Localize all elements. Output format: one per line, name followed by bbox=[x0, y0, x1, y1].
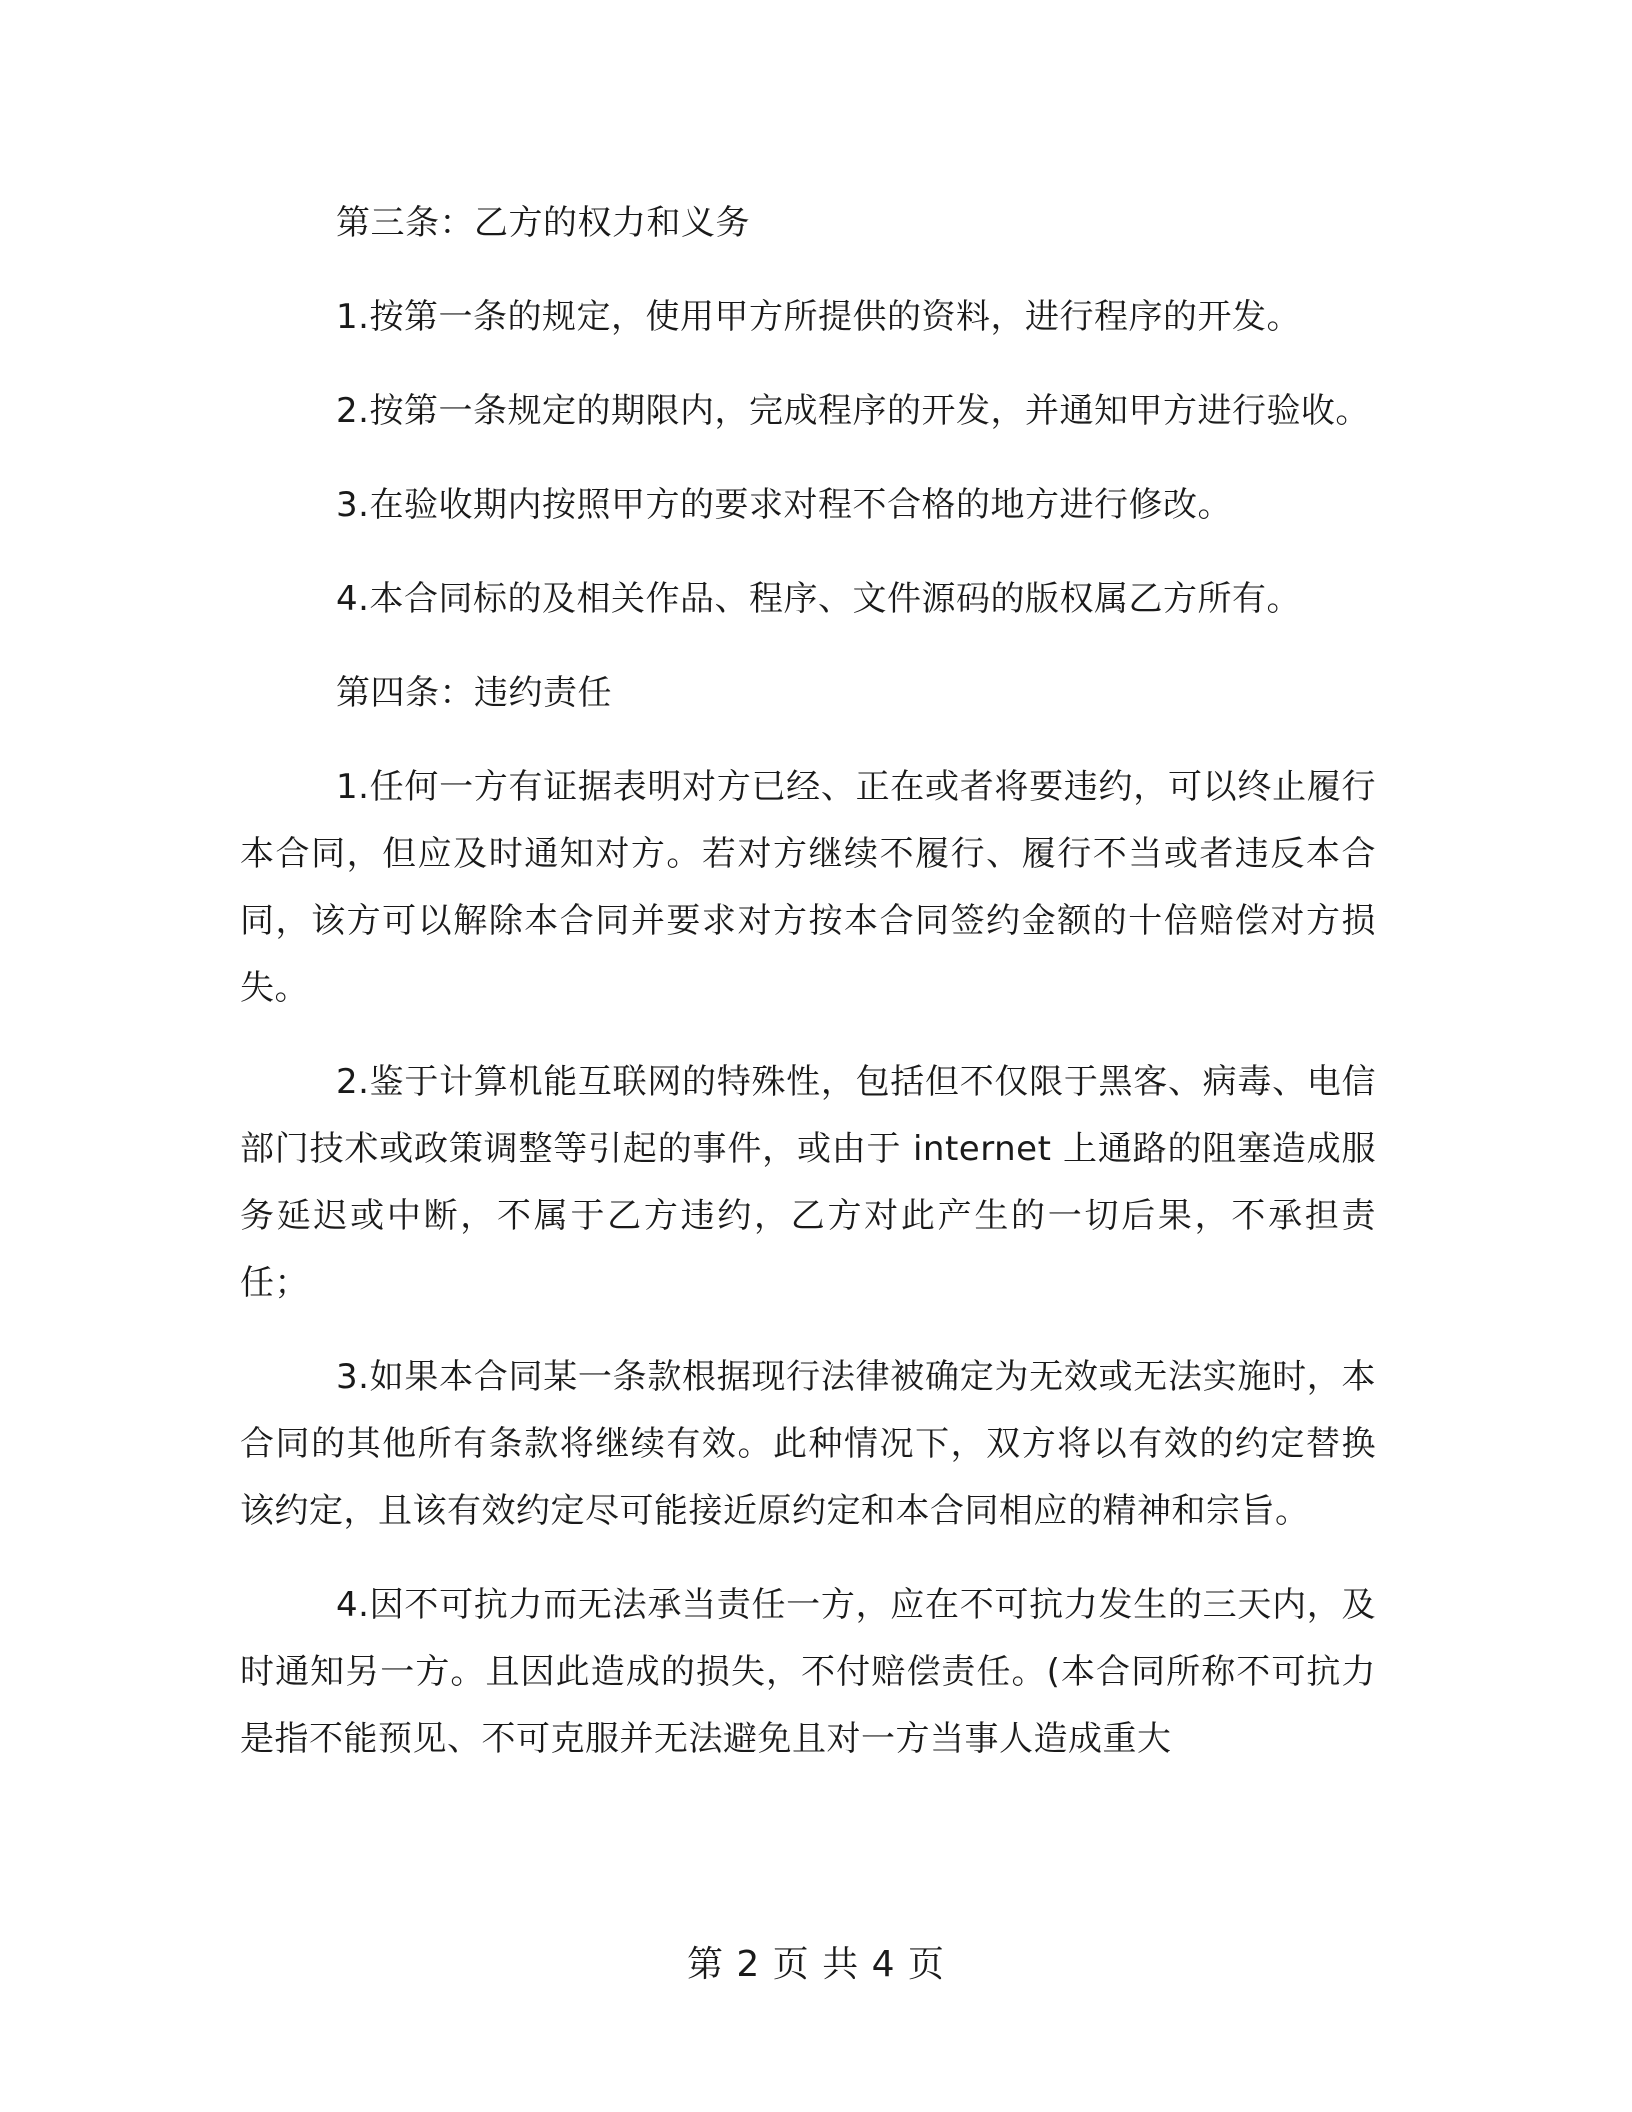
article-3-item-2: 2.按第一条规定的期限内，完成程序的开发，并通知甲方进行验收。 bbox=[336, 391, 1370, 431]
document-body bbox=[240, 190, 1376, 1800]
article-3-item-3: 3.在验收期内按照甲方的要求对程不合格的地方进行修改。 bbox=[336, 485, 1232, 525]
section-heading-article-4: 第四条：违约责任 bbox=[336, 673, 612, 713]
article-4-item-2: 2.鉴于计算机能互联网的特殊性，包括但不仅限于黑客、病毒、电信部门技术或政策调整等引起的事件，或由于 internet 上通路的阻塞造成服务延迟或中断，不属于乙方违约，乙方对此产生的一切后果，不承担责任； bbox=[240, 1062, 1376, 1303]
page-number-footer: 第 2 页 共 4 页 bbox=[686, 1944, 946, 1985]
article-4-item-4: 4.因不可抗力而无法承当责任一方，应在不可抗力发生的三天内，及时通知另一方。且因此造成的损失，不付赔偿责任。(本合同所称不可抗力是指不能预见、不可克服并无法避免且对一方当事人造成重大 bbox=[240, 1585, 1376, 1759]
article-4-item-1: 1.任何一方有证据表明对方已经、正在或者将要违约，可以终止履行本合同，但应及时通知对方。若对方继续不履行、履行不当或者违反本合同，该方可以解除本合同并要求对方按本合同签约金额的十倍赔偿对方损失。 bbox=[240, 767, 1376, 1008]
section-heading-article-3: 第三条：乙方的权力和义务 bbox=[336, 203, 750, 243]
article-4-item-3: 3.如果本合同某一条款根据现行法律被确定为无效或无法实施时，本合同的其他所有条款将继续有效。此种情况下，双方将以有效的约定替换该约定，且该有效约定尽可能接近原约定和本合同相应的精神和宗旨。 bbox=[240, 1357, 1376, 1531]
article-3-item-4: 4.本合同标的及相关作品、程序、文件源码的版权属乙方所有。 bbox=[336, 579, 1301, 619]
article-3-item-1: 1.按第一条的规定，使用甲方所提供的资料，进行程序的开发。 bbox=[336, 297, 1301, 337]
